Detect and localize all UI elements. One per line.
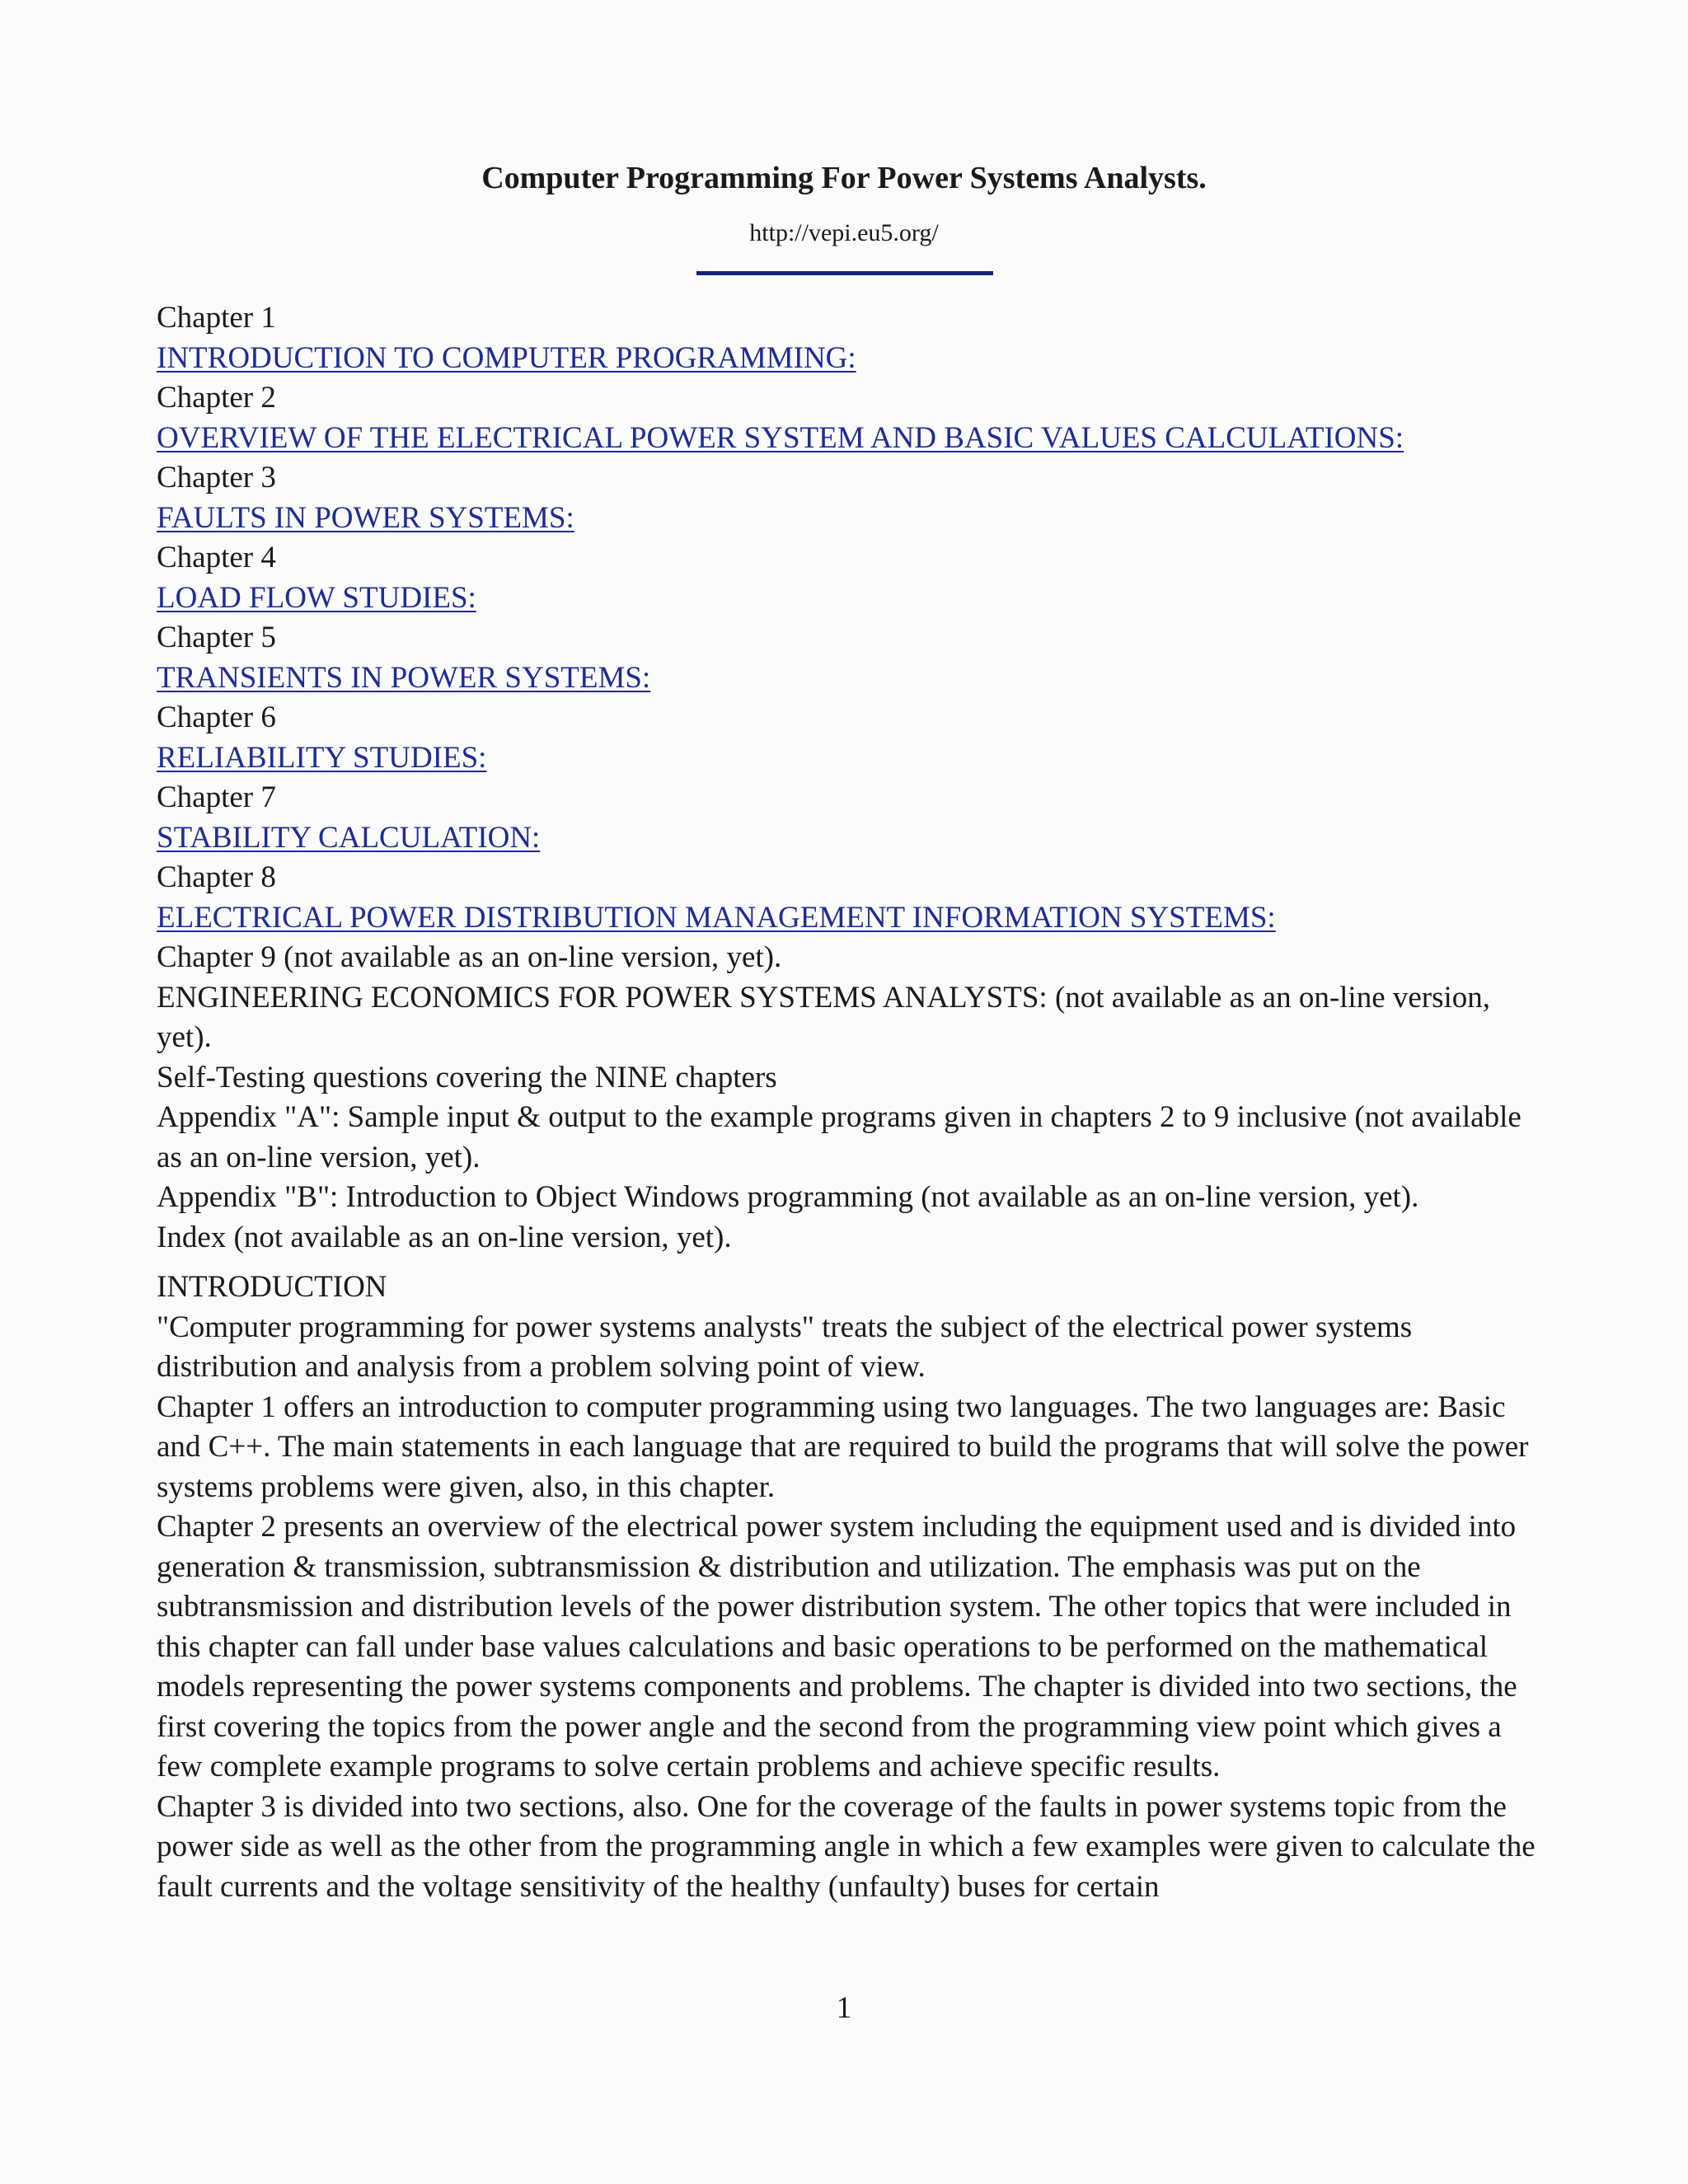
toc-chapter-label: Chapter 3 (157, 461, 276, 494)
divider-rule (696, 271, 993, 275)
intro-paragraph: Chapter 2 presents an overview of the electrical power system including the equipment used and is divided into generation & transmission, subtransmission & distribution and utilization. The emphasis was put on the subtransmission and distribution levels of the power distribution system. The other topics that were included in this chapter can fall under base values calculations and basic operations to be performed on the mathematical models representing the power systems components and problems. The chapter is divided into two sections, the first covering the topics from the power angle and the second from the programming view point which gives a few complete example programs to solve certain problems and achieve specific results. (157, 1510, 1517, 1783)
toc-chapter-label: Chapter 8 (157, 860, 276, 894)
toc-link-chapter-5[interactable]: TRANSIENTS IN POWER SYSTEMS: (157, 660, 651, 695)
site-url: http://vepi.eu5.org/ (749, 219, 939, 246)
toc-engineering-economics: ENGINEERING ECONOMICS FOR POWER SYSTEMS ANALYSTS: (not available as an on-line version, yet). (157, 980, 1491, 1054)
introduction-section (157, 1268, 1550, 1907)
toc-chapter-9: Chapter 9 (not available as an on-line version, yet). (157, 940, 782, 974)
toc-chapter-label: Chapter 7 (157, 780, 276, 814)
toc-appendix-a: Appendix "A": Sample input & output to the example programs given in chapters 2 to 9 inclusive (not available as an on-line version, yet). (157, 1100, 1522, 1174)
toc-self-testing: Self-Testing questions covering the NINE chapters (157, 1060, 777, 1094)
toc-link-chapter-3[interactable]: FAULTS IN POWER SYSTEMS: (157, 500, 574, 535)
toc-link-chapter-2[interactable]: OVERVIEW OF THE ELECTRICAL POWER SYSTEM AND BASIC VALUES CALCULATIONS: (157, 420, 1404, 455)
toc-link-chapter-7[interactable]: STABILITY CALCULATION: (157, 820, 541, 855)
toc-chapter-label: Chapter 4 (157, 541, 276, 574)
intro-paragraph: Chapter 3 is divided into two sections, also. One for the coverage of the faults in power systems topic from the power side as well as the other from the programming angle in which a few examples were given to calculate the fault currents and the voltage sensitivity of the healthy (unfaulty) buses for certain (157, 1789, 1536, 1904)
toc-chapter-label: Chapter 2 (157, 381, 276, 415)
toc-link-chapter-6[interactable]: RELIABILITY STUDIES: (157, 740, 487, 775)
toc-chapter-label: Chapter 5 (157, 621, 276, 654)
toc-link-chapter-1[interactable]: INTRODUCTION TO COMPUTER PROGRAMMING: (157, 340, 856, 375)
toc-link-chapter-4[interactable]: LOAD FLOW STUDIES: (157, 580, 476, 615)
table-of-contents (157, 298, 1541, 1258)
introduction-heading: INTRODUCTION (157, 1270, 387, 1304)
toc-appendix-b: Appendix "B": Introduction to Object Windows programming (not available as an on-line version, yet). (157, 1180, 1419, 1214)
page-number: 1 (836, 1991, 852, 2025)
document-title: Computer Programming For Power Systems Analysts. (481, 161, 1207, 195)
intro-paragraph: "Computer programming for power systems analysts" treats the subject of the electrical power systems distribution and analysis from a problem solving point of view. (157, 1310, 1413, 1384)
toc-link-chapter-8[interactable]: ELECTRICAL POWER DISTRIBUTION MANAGEMENT INFORMATION SYSTEMS: (157, 900, 1276, 935)
toc-chapter-label: Chapter 1 (157, 301, 276, 335)
intro-paragraph: Chapter 1 offers an introduction to computer programming using two languages. The two languages are: Basic and C++. The main statements in each language that are required to build the programs that will solve the power systems problems were given, also, in this chapter. (157, 1390, 1529, 1504)
toc-index: Index (not available as an on-line version, yet). (157, 1220, 732, 1254)
toc-chapter-label: Chapter 6 (157, 701, 276, 734)
